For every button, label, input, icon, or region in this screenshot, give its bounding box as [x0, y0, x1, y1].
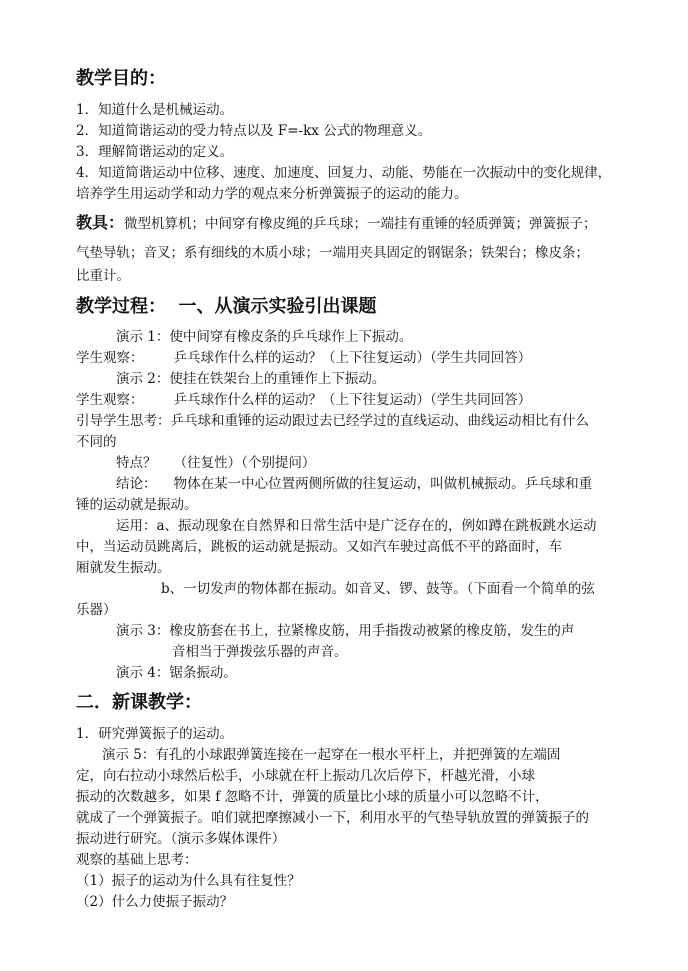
newlesson-line: 1．研究弹簧振子的运动。 — [76, 726, 234, 742]
tools-heading: 教具： — [76, 213, 125, 232]
process-line: 特点？ （往复性）（个别提问） — [116, 455, 316, 471]
tools-line-2: 气垫导轨；音叉；系有细线的木质小球；一端用夹具固定的钢锯条；铁架台；橡皮条； — [76, 245, 589, 261]
process-heading: 教学过程： 一、从演示实验引出课题 — [76, 296, 377, 317]
process-line: 结论： 物体在某一中心位置两侧所做的往复运动，叫做机械振动。乒乓球和重 — [116, 476, 593, 492]
process-line: 厢就发生振动。 — [76, 560, 171, 576]
process-line: 不同的 — [76, 434, 117, 450]
goal-item: 4．知道简谐运动中位移、速度、加速度、回复力、动能、势能在一次振动中的变化规律， — [76, 165, 612, 181]
goal-item: 2．知道简谐运动的受力特点以及 F=-kx 公式的物理意义。 — [76, 123, 432, 139]
process-line: 乐器） — [76, 602, 117, 618]
process-line: 学生观察： 乒乓球作什么样的运动？（上下往复运动）（学生共同回答） — [76, 350, 532, 366]
newlesson-line: 演示 5：有孔的小球跟弹簧连接在一起穿在一根水平杆上，并把弹簧的左端固 — [102, 747, 561, 763]
process-line: 学生观察： 乒乓球作什么样的运动？（上下往复运动）（学生共同回答） — [76, 392, 532, 408]
tools-line-3: 比重计。 — [76, 268, 130, 284]
newlesson-line: 定，向右拉动小球然后松手，小球就在杆上振动几次后停下，杆越光滑，小球 — [76, 768, 535, 784]
newlesson-line: 就成了一个弹簧振子。咱们就把摩擦减小一下，利用水平的气垫导轨放置的弹簧振子的 — [76, 810, 589, 826]
process-line: 引导学生思考：乒乓球和重锤的运动跟过去已经学过的直线运动、曲线运动相比有什么 — [76, 413, 589, 429]
newlesson-line: 振动进行研究。（演示多媒体课件） — [76, 831, 286, 847]
process-line: b、一切发声的物体都在振动。如音叉、锣、鼓等。（下面看一个简单的弦 — [161, 581, 595, 597]
process-line: 中，当运动员跳离后，跳板的运动就是振动。又如汽车驶过高低不平的路面时，车 — [76, 539, 562, 555]
goal-item: 1．知道什么是机械运动。 — [76, 102, 234, 118]
goal-item: 3．理解简谐运动的定义。 — [76, 144, 234, 160]
process-line: 演示 2：使挂在铁架台上的重锤作上下振动。 — [116, 371, 386, 387]
goal-item: 培养学生用运动学和动力学的观点来分析弹簧振子的运动的能力。 — [76, 186, 468, 202]
tools-text: 微型机算机；中间穿有橡皮绳的乒乓球；一端挂有重锤的轻质弹簧；弹簧振子； — [124, 216, 597, 232]
newlesson-line: 观察的基础上思考： — [76, 852, 198, 868]
goals-heading: 教学目的： — [76, 68, 166, 89]
process-line: 演示 3：橡皮筋套在书上，拉紧橡皮筋，用手指拨动被紧的橡皮筋，发生的声 — [116, 623, 575, 639]
process-line: 演示 1：使中间穿有橡皮条的乒乓球作上下振动。 — [116, 329, 413, 345]
newlesson-line: （2）什么力使振子振动？ — [76, 894, 234, 910]
process-line: 演示 4：锯条振动。 — [116, 665, 237, 681]
newlesson-line: （1）振子的运动为什么具有往复性？ — [76, 873, 301, 889]
tools-line-1 — [76, 213, 597, 234]
process-line: 锤的运动就是振动。 — [76, 497, 198, 513]
process-line: 音相当于弹拨弦乐器的声音。 — [172, 644, 348, 660]
process-line: 运用：a、振动现象在自然界和日常生活中是广泛存在的，例如蹲在跳板跳水运动 — [116, 518, 597, 534]
newlesson-heading: 二．新课教学： — [76, 692, 202, 713]
newlesson-line: 振动的次数越多，如果 f 忽略不计，弹簧的质量比小球的质量小可以忽略不计， — [76, 789, 549, 805]
